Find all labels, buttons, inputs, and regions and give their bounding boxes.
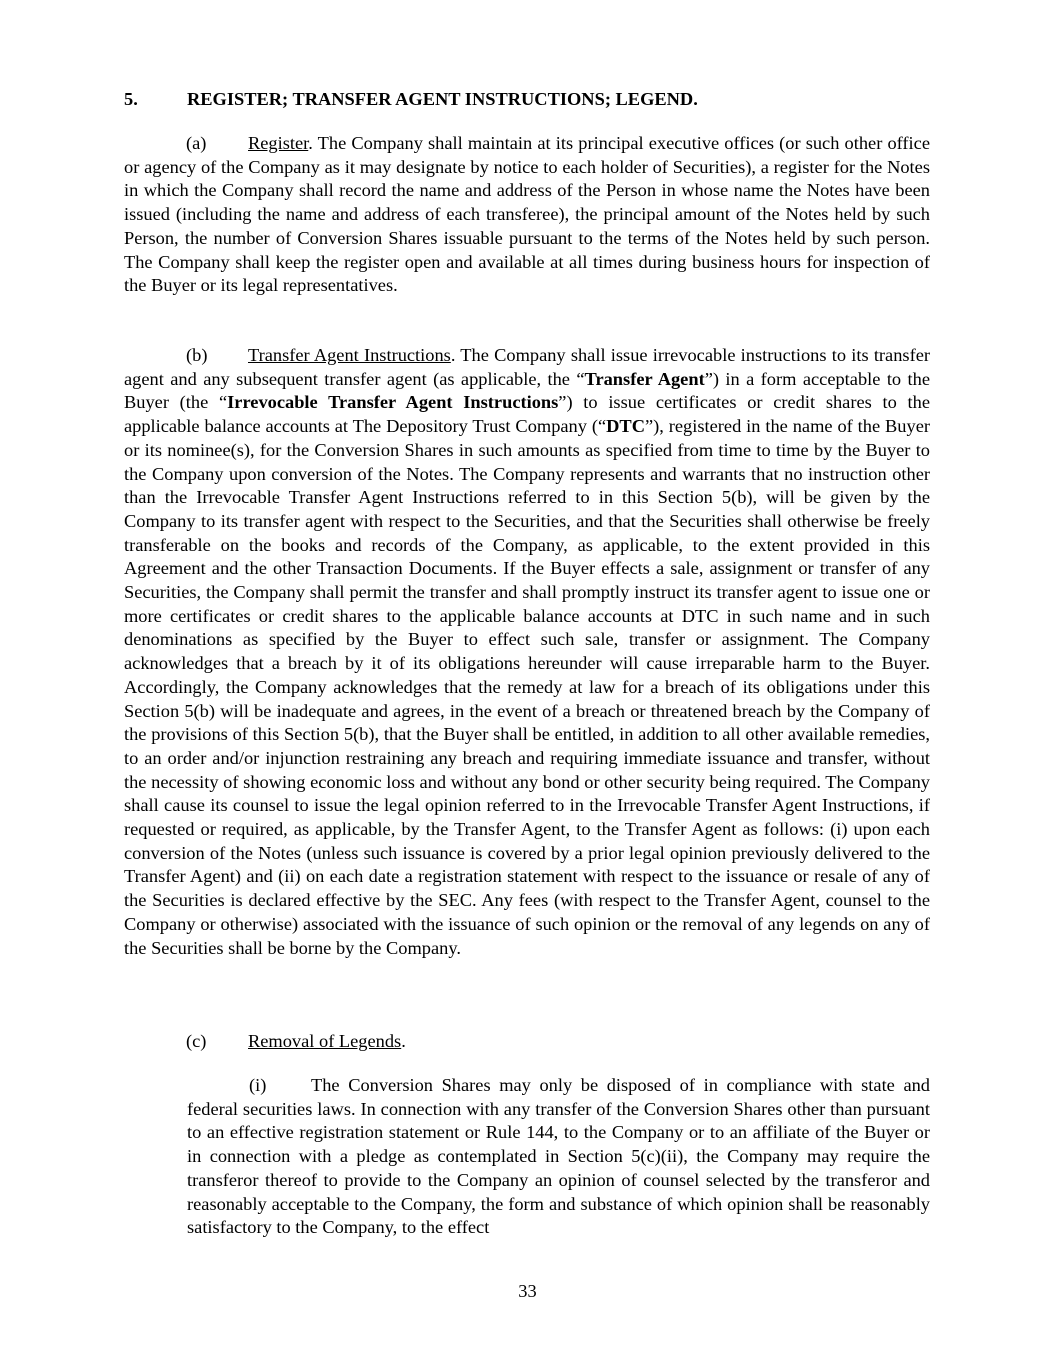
paragraph-c-label: (c) (186, 1031, 207, 1051)
paragraph-c (124, 1030, 930, 1054)
defined-term-irrevocable-instructions: Irrevocable Transfer Agent Instructions (227, 392, 559, 413)
paragraph-b-text-3: ”) to issue certificates or credit shares to the applicable balance accounts at The Depository Trust Company (“ (124, 392, 930, 437)
paragraph-b-text-4: ”), registered in the name of the Buyer or its nominee(s), for the Conversion Shares in such amounts as specified from time to time by the Buyer to the Company upon conversion of the Notes. The Company represents and warrants that no instruction other than the Irrevocable Transfer Agent Instructions referred to in this Section 5(b), will be given by the Company to its transfer agent with respect to the Securities, and that the Securities shall otherwise be freely transferable on the books and records of the Company, as applicable, to the extent provided in this Agreement and the other Transaction Documents. If the Buyer effects a sale, assignment or transfer of any Securities, the Company shall permit the transfer and shall promptly instruct its transfer agent to issue one or more certificates or credit shares to the applicable balance accounts at DTC in such name and in such denominations as specified by the Buyer to effect such sale, transfer or assignment. The Company acknowledges that a breach by it of its obligations hereunder will cause irreparable harm to the Buyer. Accordingly, the Company acknowledges that the remedy at law for a breach of its obligations under this Section 5(b) will be inadequate and agrees, in the event of a breach or threatened breach by the Company of the provisions of this Section 5(b), that the Buyer shall be entitled, in addition to all other available remedies, to an order and/or injunction restraining any breach and requiring immediate issuance and transfer, without the necessity of showing economic loss and without any bond or other security being required. The Company shall cause its counsel to issue the legal opinion referred to in the Irrevocable Transfer Agent Instructions, if requested or required, as applicable, by the Transfer Agent, to the Transfer Agent as follows: (i) upon each conversion of the Notes (unless such issuance is covered by a prior legal opinion previously delivered to the Transfer Agent) and (ii) on each date a registration statement with respect to the issuance or resale of any of the Securities is declared effective by the SEC. Any fees (with respect to the Transfer Agent, counsel to the Company or otherwise) associated with the issuance of such opinion or the removal of any legends on any of the Securities shall be borne by the Company. (124, 416, 930, 958)
paragraph-b (124, 344, 930, 960)
paragraph-c-i-label: (i) (249, 1075, 267, 1095)
paragraph-b-text-2: ”) in a form acceptable to the Buyer (the “ (124, 368, 931, 413)
paragraph-b-label: (b) (186, 345, 208, 365)
section-heading (124, 88, 698, 112)
paragraph-a (124, 132, 930, 298)
paragraph-a-text: . The Company shall maintain at its principal executive offices (or such other office or agency of the Company as it may designate by notice to each holder of Securities), a register for the Notes in which the Company shall record the name and address of the Person in whose name the Notes have been issued (including the name and address of each transferee), the principal amount of the Notes held by such Person, the number of Conversion Shares issuable pursuant to the terms of the Notes held by such person. The Company shall keep the register open and available at all times during business hours for inspection of the Buyer or its legal representatives. (124, 133, 930, 296)
defined-term-dtc: DTC (606, 416, 645, 437)
paragraph-a-heading: Register (248, 133, 309, 153)
paragraph-c-heading: Removal of Legends (248, 1031, 402, 1051)
section-title: REGISTER; TRANSFER AGENT INSTRUCTIONS; LEGEND. (187, 89, 698, 109)
paragraph-b-text-1: . The Company shall issue irrevocable instructions to its transfer agent and any subsequent transfer agent (as applicable, the “ (124, 345, 930, 389)
paragraph-c-text: . (401, 1031, 406, 1051)
paragraph-c-i (187, 1074, 930, 1240)
defined-term-transfer-agent: Transfer Agent (584, 368, 705, 389)
paragraph-b-heading: Transfer Agent Instructions (248, 345, 451, 365)
paragraph-c-i-text: The Conversion Shares may only be disposed of in compliance with state and federal securities laws. In connection with any transfer of the Conversion Shares other than pursuant to an effective registration statement or Rule 144, to the Company or to an affiliate of the Buyer or in connection with a pledge as contemplated in Section 5(c)(ii), the Company may require the transferor thereof to provide to the Company an opinion of counsel selected by the transferor and reasonably acceptable to the Company, the form and substance of which opinion shall be reasonably satisfactory to the Company, to the effect (187, 1075, 930, 1238)
page-number: 33 (518, 1281, 537, 1301)
paragraph-a-label: (a) (186, 133, 207, 153)
section-number: 5. (124, 89, 138, 109)
